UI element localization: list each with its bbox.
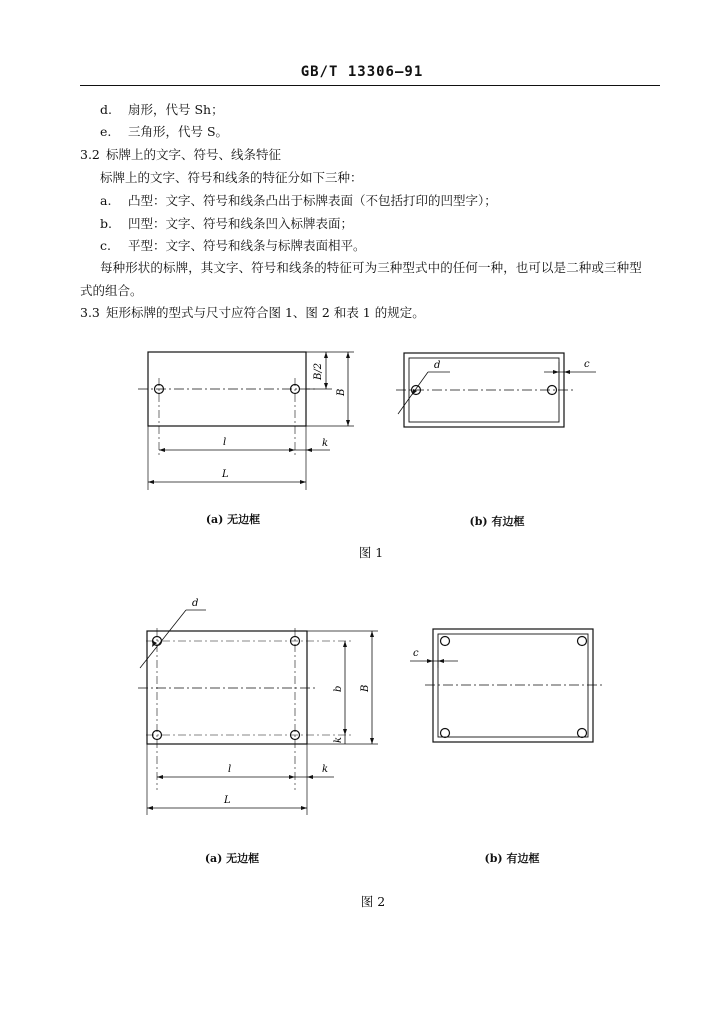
section-title: 标牌上的文字、符号、线条特征 bbox=[106, 147, 282, 162]
figure2b-caption: (b) 有边框 bbox=[484, 852, 540, 865]
mount-hole bbox=[441, 637, 450, 646]
section-text: 矩形标牌的型式与尺寸应符合图 1、图 2 和表 1 的规定。 bbox=[106, 305, 425, 320]
figure1b-caption: (b) 有边框 bbox=[469, 515, 525, 528]
dim-label-l: l bbox=[223, 437, 227, 448]
figure2a-caption: (a) 无边框 bbox=[204, 852, 260, 865]
dim-label-k: k bbox=[333, 736, 344, 743]
dim-label-d: d bbox=[192, 598, 199, 609]
dim-label-b: b bbox=[333, 685, 344, 692]
figure1a-caption: (a) 无边框 bbox=[205, 513, 261, 526]
dim-label-b-half: B/2 bbox=[313, 362, 324, 380]
item-label: b. bbox=[100, 216, 112, 231]
figure2-label: 图 2 bbox=[360, 894, 386, 909]
plate-outline bbox=[147, 631, 307, 744]
dim-label-c: c bbox=[584, 359, 590, 370]
plate-outline bbox=[433, 629, 593, 742]
plate-frame bbox=[438, 634, 588, 737]
item-label: c. bbox=[100, 238, 111, 253]
dim-label-k2: k bbox=[322, 764, 329, 775]
item-text: 扇形，代号 Sh； bbox=[128, 102, 224, 117]
mount-hole bbox=[578, 729, 587, 738]
section-number: 3.2 bbox=[80, 147, 100, 162]
item-text: 平型：文字、符号和线条与标牌表面相平。 bbox=[128, 238, 366, 253]
section-number: 3.3 bbox=[80, 305, 100, 320]
item-text: 凹型：文字、符号和线条凹入标牌表面； bbox=[128, 216, 354, 231]
dim-label-l: l bbox=[228, 764, 232, 775]
dim-label-L: L bbox=[222, 469, 229, 480]
section-3-2-intro: 标牌上的文字、符号和线条的特征分如下三种： bbox=[100, 170, 363, 185]
dim-label-L: L bbox=[224, 795, 231, 806]
figure1-label: 图 1 bbox=[358, 545, 384, 560]
dim-label-b: B bbox=[336, 388, 347, 396]
dim-label-c: c bbox=[413, 648, 419, 659]
mount-hole bbox=[578, 637, 587, 646]
dim-label-d: d bbox=[434, 360, 441, 371]
paragraph-line-2: 式的组合。 bbox=[80, 283, 143, 298]
item-label: d. bbox=[100, 102, 112, 117]
paragraph-line-1: 每种形状的标牌，其文字、符号和线条的特征可为三种型式中的任何一种，也可以是二种或三种型 bbox=[100, 260, 642, 275]
item-text: 凸型：文字、符号和线条凸出于标牌表面（不包括打印的凹型字）； bbox=[128, 193, 497, 208]
standard-header: GB/T 13306—91 bbox=[300, 64, 424, 80]
item-label: e. bbox=[100, 124, 112, 139]
dim-label-k: k bbox=[322, 438, 329, 449]
dim-label-B: B bbox=[360, 684, 371, 692]
mount-hole bbox=[441, 729, 450, 738]
item-text: 三角形，代号 S。 bbox=[128, 124, 229, 139]
item-label: a. bbox=[100, 193, 112, 208]
